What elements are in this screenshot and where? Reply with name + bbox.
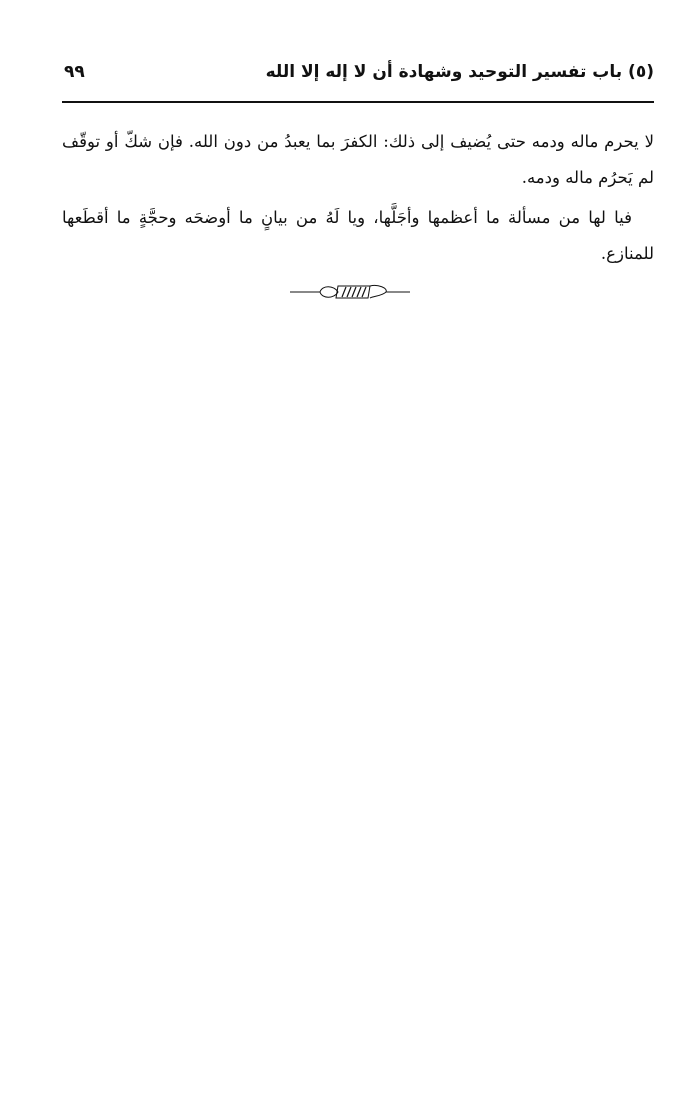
paragraph-2-text: فيا لها من مسألة ما أعظمها وأجَلَّها، ويا لَهُ من بيانٍ ما أوضحَه وحجَّةٍ ما أقطَعها للمنازع. (62, 208, 654, 263)
page-number: ٩٩ (64, 62, 85, 82)
decorative-flourish-icon (290, 282, 410, 302)
header-divider (62, 101, 654, 103)
chapter-title: (٥) باب تفسير التوحيد وشهادة أن لا إله إلا الله (265, 62, 654, 82)
running-head (62, 60, 654, 92)
paragraph-2 (62, 200, 654, 272)
paragraph-1: لا يحرم ماله ودمه حتى يُضيف إلى ذلك: الكفرَ بما يعبدُ من دون الله. فإن شكّ أو توقّف لم يَحرُم ماله ودمه. (62, 132, 654, 187)
